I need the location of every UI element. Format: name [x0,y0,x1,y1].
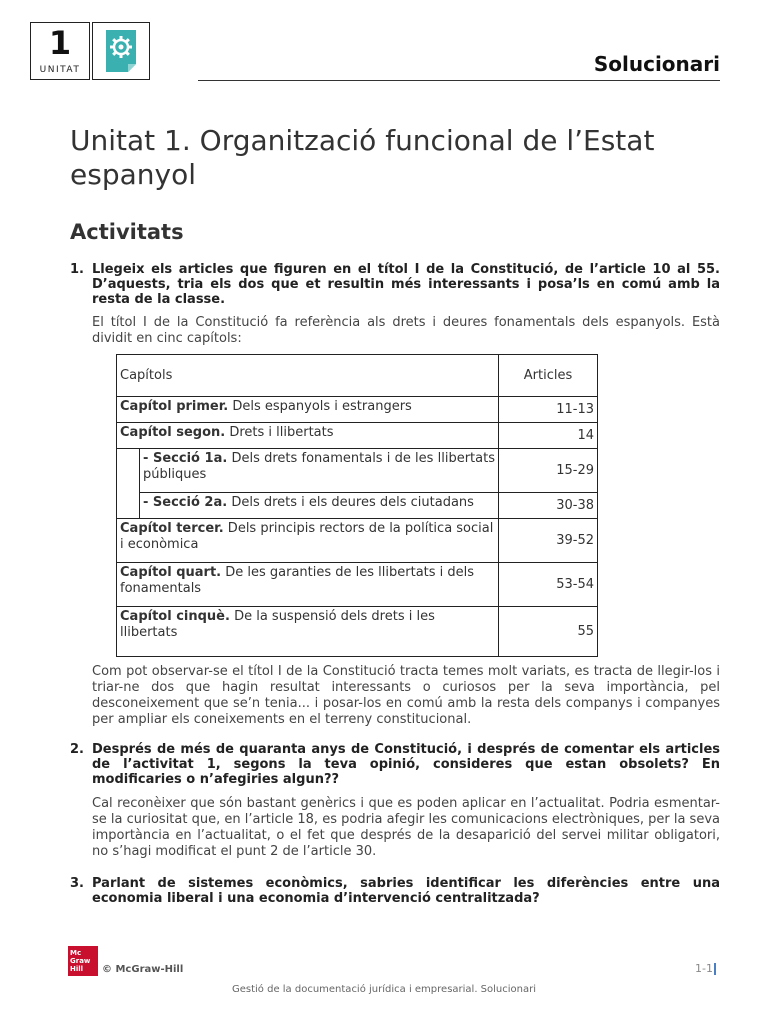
question-text: Llegeix els articles que figuren en el títol I de la Constitució, de l’article 10 al 55. D’aquests, tria els dos que et resultin més interessants i posa’ls en comú amb la resta de la classe. [92,262,720,307]
unit-number: 1 [48,24,72,62]
question-3 [70,876,720,906]
question-text: Després de més de quaranta anys de Constitució, i després de comentar els articles de l’activitat 1, segons la teva opinió, consideres que estan obsolets? En modificaries o n’afegiries algun?? [92,742,720,787]
copyright: © McGraw-Hill [102,964,184,975]
indent-spacer [117,493,140,519]
chapter-cell [117,563,499,607]
header-divider [198,80,720,81]
table-row [117,449,598,493]
question-number: 3. [70,876,84,891]
articles-cell: 39-52 [499,519,598,563]
table-header-row [117,355,598,397]
question-1 [70,262,720,307]
chapter-desc: De les garanties de les llibertats i dels fonamentals [120,565,475,596]
articles-cell: 11-13 [499,397,598,423]
chapter-cell [117,423,499,449]
table-row [117,607,598,657]
section-name: - Secció 1a. [143,451,228,466]
table-row [117,519,598,563]
unit-badge [30,22,90,80]
question-text: Parlant de sistemes econòmics, sabries identificar les diferències entre una economia liberal i una economia d’intervenció centralitzada? [92,876,720,906]
chapter-desc: De la suspensió dels drets i les llibertats [120,609,435,640]
chapter-name: Capítol segon. [120,425,226,440]
table-row [117,423,598,449]
chapter-desc: Dels principis rectors de la política social i econòmica [120,521,494,552]
section-name: - Secció 2a. [143,495,228,510]
chapter-name: Capítol quart. [120,565,222,580]
answer-1-outro: Com pot observar-se el títol I de la Constitució tracta temes molt variats, es tracta de llegir-los i triar-ne dos que hagin resultat interessants o curiosos per la seva importància, pel desconeixement que se’n tenia... i posar-los en comú amb la resta dels companys i companyes per ampliar els coneixements en el terreny constitucional. [92,664,720,727]
question-number: 2. [70,742,84,757]
articles-cell: 55 [499,607,598,657]
doc-type-title: Solucionari [593,52,720,76]
chapter-name: Capítol primer. [120,399,229,414]
page-marker [714,963,716,975]
page-number-wrap [695,962,716,975]
articles-cell: 30-38 [499,493,598,519]
section-cell [140,449,499,493]
articles-cell: 14 [499,423,598,449]
chapter-desc: Drets i llibertats [225,425,334,440]
chapter-name: Capítol cinquè. [120,609,230,624]
question-number: 1. [70,262,84,277]
footer-subtitle: Gestió de la documentació jurídica i empresarial. Solucionari [231,984,537,995]
unit-label: UNITAT [39,65,81,75]
chapter-name: Capítol tercer. [120,521,224,536]
section-desc: Dels drets fonamentals i de les llibertats públiques [143,451,495,482]
chapter-cell [117,397,499,423]
settings-document-icon-box [92,22,150,80]
answer-1-intro: El títol I de la Constitució fa referència als drets i deures fonamentals dels espanyols. Està dividit en cinc capítols: [92,315,720,346]
chapter-cell [117,607,499,657]
page-number: 1-1 [695,962,713,975]
chapter-desc: Dels espanyols i estrangers [228,399,412,414]
question-2 [70,742,720,787]
header-cell-chapters: Capítols [117,355,499,397]
indent-spacer [117,449,140,493]
table-row [117,563,598,607]
section-heading: Activitats [70,220,184,244]
mcgraw-hill-logo: Mc Graw Hill [68,946,98,976]
chapters-table [116,354,598,657]
section-desc: Dels drets i els deures dels ciutadans [227,495,474,510]
gear-document-icon [106,30,136,72]
header-cell-articles: Articles [499,355,598,397]
section-cell [140,493,499,519]
answer-2: Cal reconèixer que són bastant genèrics i que es poden aplicar en l’actualitat. Podria esmentar-se la curiositat que, en l’article 18, es podria afegir les comunicacions electròniques, per la seva importància en l’actualitat, o el fet que després de la desaparició del servei militar obligatori, no s’hagi modificat el punt 2 de l’article 30. [92,796,720,859]
articles-cell: 53-54 [499,563,598,607]
articles-cell: 15-29 [499,449,598,493]
page-title: Unitat 1. Organització funcional de l’Estat espanyol [70,124,655,191]
table-row [117,493,598,519]
chapter-cell [117,519,499,563]
table-row [117,397,598,423]
